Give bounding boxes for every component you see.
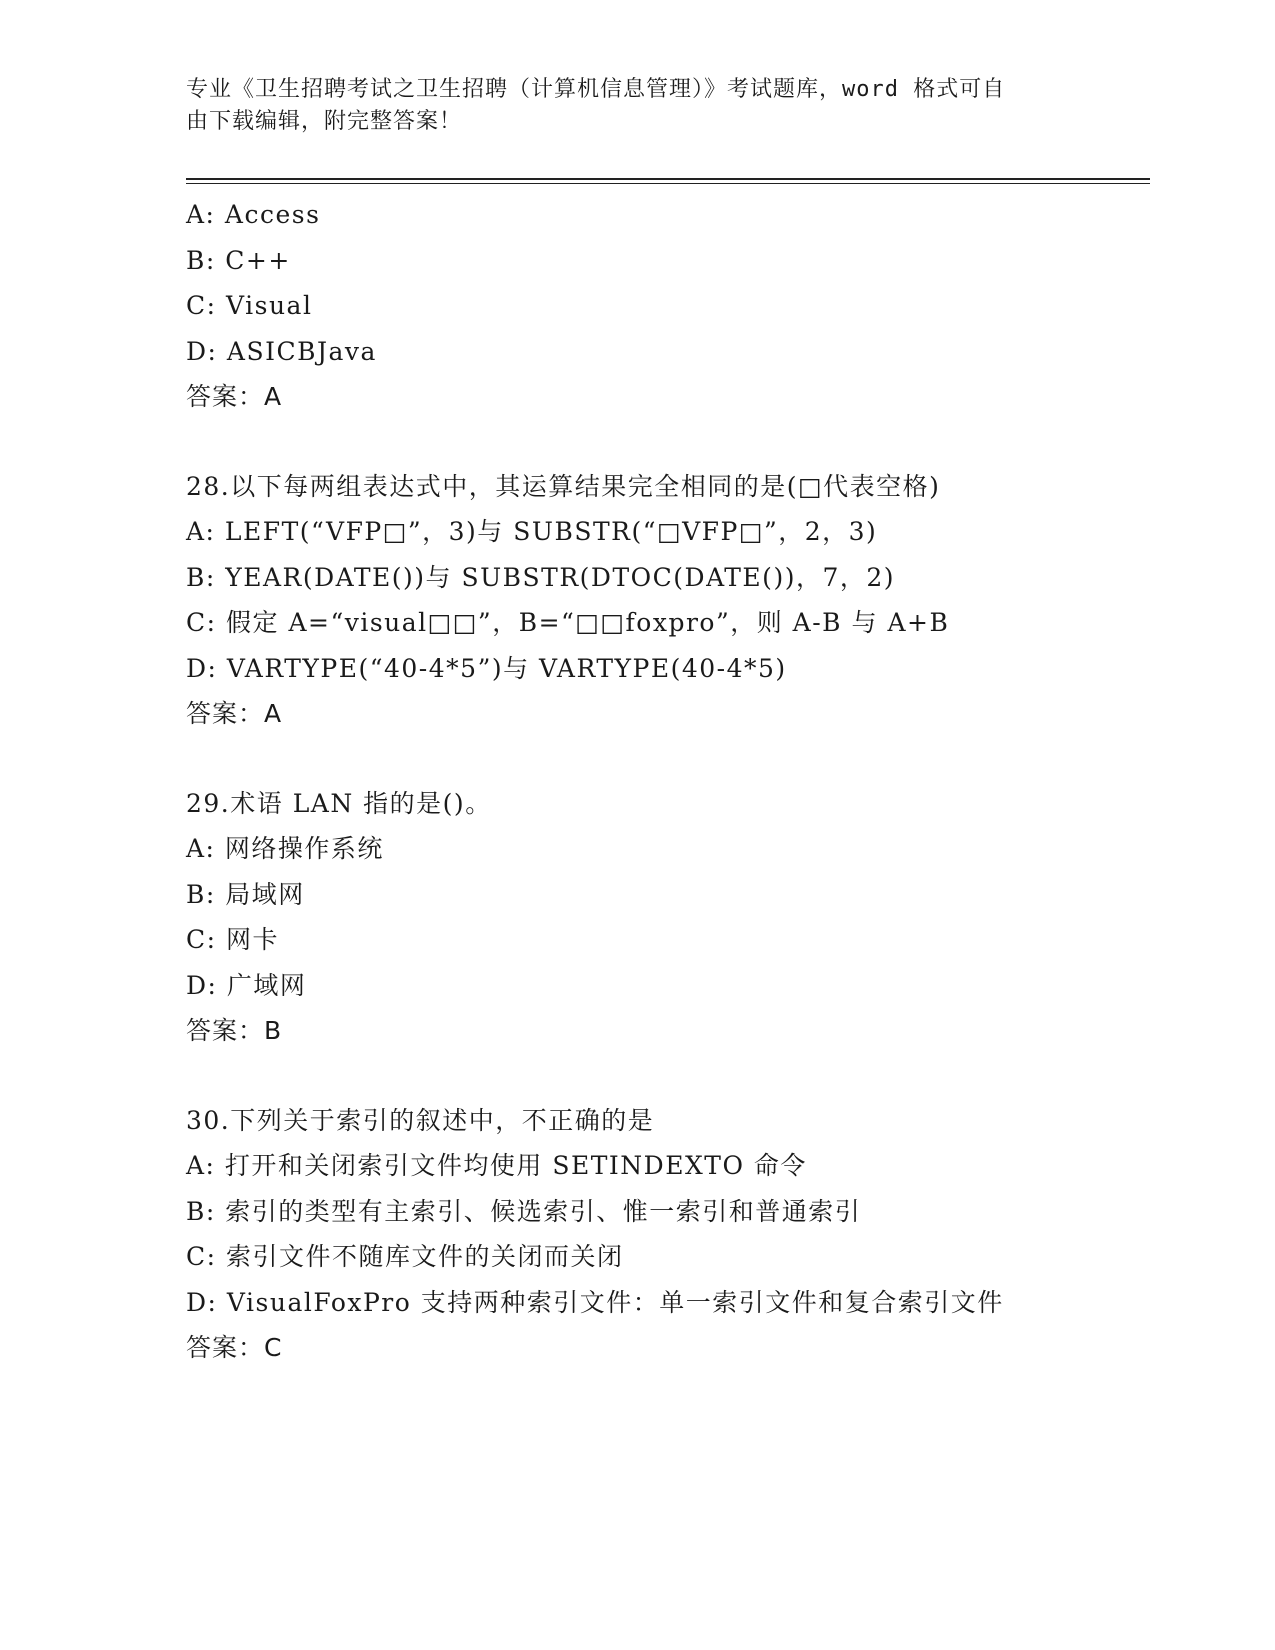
answer: 答案：C (186, 1333, 283, 1362)
option-b: B: YEAR(DATE())与 SUBSTR(DTOC(DATE())，7，2) (186, 562, 896, 592)
header-rule-thick (186, 178, 1150, 180)
question-gap (186, 420, 1150, 464)
answer: 答案：A (186, 382, 283, 411)
question-30 (186, 1098, 1150, 1371)
question-gap (186, 737, 1150, 781)
header-rule-thin (186, 183, 1150, 184)
option-d: D: ASICBJava (186, 336, 377, 366)
question-27 (186, 192, 1150, 420)
question-text: 29.术语 LAN 指的是()。 (186, 788, 492, 818)
option-a: A: LEFT(“VFP□”，3)与 SUBSTR(“□VFP□”，2，3) (186, 517, 878, 546)
answer: 答案：A (186, 699, 283, 728)
header-line-2: 由下载编辑，附完整答案！ (186, 109, 463, 134)
option-b: B: 索引的类型有主索引、候选索引、惟一索引和普通索引 (186, 1196, 862, 1226)
option-d: D: 广域网 (186, 970, 307, 1000)
answer: 答案：B (186, 1016, 283, 1045)
option-a: A: 打开和关闭索引文件均使用 SETINDEXTO 命令 (186, 1151, 807, 1180)
option-b: B: 局域网 (186, 879, 305, 909)
document-header (186, 74, 1066, 138)
option-c: C: Visual (186, 291, 313, 320)
question-text: 30.下列关于索引的叙述中，不正确的是 (186, 1105, 655, 1135)
option-c: C: 假定 A=“visual□□”，B=“□□foxpro”，则 A-B 与 A+B (186, 608, 950, 637)
option-c: C: 索引文件不随库文件的关闭而关闭 (186, 1242, 624, 1271)
header-line-1: 专业《卫生招聘考试之卫生招聘（计算机信息管理）》考试题库，word 格式可自 (186, 77, 1006, 102)
option-c: C: 网卡 (186, 925, 279, 954)
option-a: A: 网络操作系统 (186, 834, 384, 863)
question-29 (186, 781, 1150, 1054)
question-28 (186, 464, 1150, 737)
option-d: D: VARTYPE(“40-4*5”)与 VARTYPE(40-4*5) (186, 653, 787, 683)
option-d: D: VisualFoxPro 支持两种索引文件：单一索引文件和复合索引文件 (186, 1287, 1004, 1317)
question-list (186, 192, 1150, 1371)
question-text: 28.以下每两组表达式中，其运算结果完全相同的是(□代表空格) (186, 471, 941, 501)
question-gap (186, 1054, 1150, 1098)
option-b: B: C++ (186, 245, 291, 275)
option-a: A: Access (186, 200, 321, 229)
